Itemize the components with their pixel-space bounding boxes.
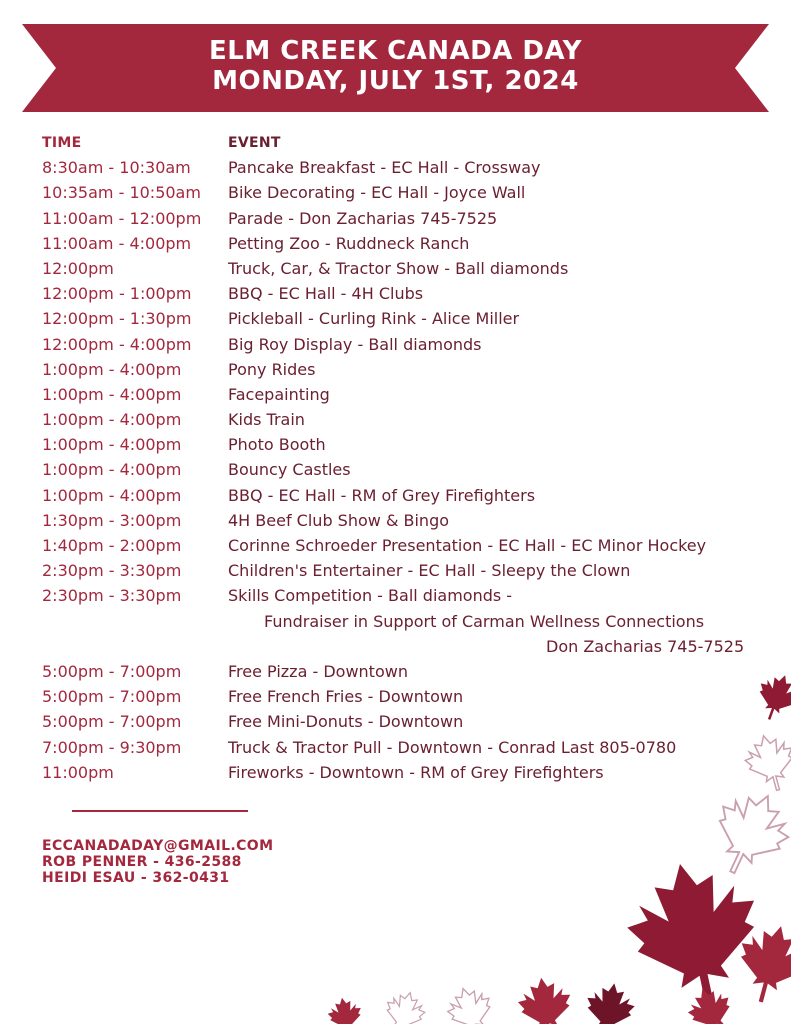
time-column-header: TIME [42,135,82,151]
row-time: 1:00pm - 4:00pm [42,384,182,404]
row-event: Bike Decorating - EC Hall - Joyce Wall [228,183,526,203]
row-time: 8:30am - 10:30am [42,158,191,178]
maple-leaf-icon [581,979,638,1024]
row-event: Bouncy Castles [228,460,351,480]
schedule-row [42,209,782,234]
row-event: Facepainting [228,384,330,404]
row-time: 11:00am - 4:00pm [42,233,192,253]
schedule-row [42,385,782,410]
row-time: 12:00pm [42,258,114,278]
row-event: Fireworks - Downtown - RM of Grey Firefighters [228,762,604,782]
event-column-header: EVENT [228,135,281,151]
row-event: Truck & Tractor Pull - Downtown - Conrad Last 805-0780 [228,737,677,757]
row-time: 1:30pm - 3:00pm [42,510,182,530]
schedule-row [42,360,782,385]
row-time: 5:00pm - 7:00pm [42,661,182,681]
row-time: 12:00pm - 1:30pm [42,309,192,329]
row-event: Kids Train [228,410,305,430]
row-event: Parade - Don Zacharias 745-7525 [228,208,498,228]
row-time: 5:00pm - 7:00pm [42,712,182,732]
row-time: 1:00pm - 4:00pm [42,410,182,430]
title-line-2: MONDAY, JULY 1ST, 2024 [212,66,579,96]
row-event: Children's Entertainer - EC Hall - Sleepy the Clown [228,561,631,581]
row-event: Pony Rides [228,359,316,379]
row-event: Free French Fries - Downtown [228,687,464,707]
row-event: BBQ - EC Hall - RM of Grey Firefighters [228,485,536,505]
schedule-row [42,234,782,259]
maple-leaf-icon [515,974,576,1024]
row-time: 10:35am - 10:50am [42,183,201,203]
schedule-row [42,259,782,284]
schedule-row [42,536,782,561]
schedule-row [42,335,782,360]
schedule-row [42,738,782,763]
page-title [0,36,791,96]
row-time: 2:30pm - 3:30pm [42,586,182,606]
schedule-row [42,561,782,586]
row-time: 12:00pm - 1:00pm [42,284,192,304]
maple-leaf-outline-icon [700,781,791,888]
maple-leaf-icon [728,917,791,1010]
schedule-row [42,183,782,208]
row-event: Free Mini-Donuts - Downtown [228,712,464,732]
schedule-row [42,460,782,485]
row-time: 11:00pm [42,762,114,782]
row-time: 1:00pm - 4:00pm [42,460,182,480]
row-time: 1:00pm - 4:00pm [42,359,182,379]
title-banner [0,0,791,120]
maple-leaf-icon [325,995,365,1024]
maple-leaf-icon [682,981,740,1024]
schedule-row [42,284,782,309]
schedule-row [42,687,782,712]
schedule-header-row [42,133,782,158]
skills-contact-note: Don Zacharias 745-7525 [546,636,745,656]
row-time: 12:00pm - 4:00pm [42,334,192,354]
schedule-row [42,763,782,788]
row-event: Skills Competition - Ball diamonds - [228,586,513,606]
row-event: Truck, Car, & Tractor Show - Ball diamonds [228,258,569,278]
contact-phone-rob: ROB PENNER - 436-2588 [42,854,242,870]
schedule-row [42,309,782,334]
row-event: Pickleball - Curling Rink - Alice Miller [228,309,520,329]
row-time: 5:00pm - 7:00pm [42,687,182,707]
row-event: BBQ - EC Hall - 4H Clubs [228,284,424,304]
row-time: 1:40pm - 2:00pm [42,536,182,555]
schedule-row [42,435,782,460]
contact-phone-heidi: HEIDI ESAU - 362-0431 [42,870,230,886]
schedule-continuation-row [42,612,782,637]
row-event: Photo Booth [228,435,326,455]
maple-leaf-icon [617,851,775,1024]
skills-fundraiser-note: Fundraiser in Support of Carman Wellness Connections [264,611,705,631]
schedule-row [42,586,782,611]
schedule-row [42,511,782,536]
event-schedule [42,133,782,788]
schedule-row [42,486,782,511]
schedule-continuation-row [42,637,782,662]
row-event: Big Roy Display - Ball diamonds [228,334,482,354]
section-divider [72,810,248,812]
maple-leaf-outline-icon [380,988,429,1024]
contact-info [42,838,273,886]
schedule-row [42,662,782,687]
row-event: Corinne Schroeder Presentation - EC Hall - EC Minor Hockey [228,536,707,555]
row-event: Pancake Breakfast - EC Hall - Crossway [228,158,541,178]
schedule-row [42,410,782,435]
schedule-row [42,158,782,183]
maple-leaf-outline-icon [443,982,500,1024]
row-event: 4H Beef Club Show & Bingo [228,510,450,530]
title-line-1: ELM CREEK CANADA DAY [209,36,582,66]
row-event: Petting Zoo - Ruddneck Ranch [228,233,470,253]
row-time: 2:30pm - 3:30pm [42,561,182,581]
row-event: Free Pizza - Downtown [228,661,408,681]
schedule-row [42,712,782,737]
row-time: 7:00pm - 9:30pm [42,737,182,757]
row-time: 11:00am - 12:00pm [42,208,202,228]
contact-email: ECCANADADAY@GMAIL.COM [42,838,274,854]
row-time: 1:00pm - 4:00pm [42,435,182,455]
row-time: 1:00pm - 4:00pm [42,485,182,505]
